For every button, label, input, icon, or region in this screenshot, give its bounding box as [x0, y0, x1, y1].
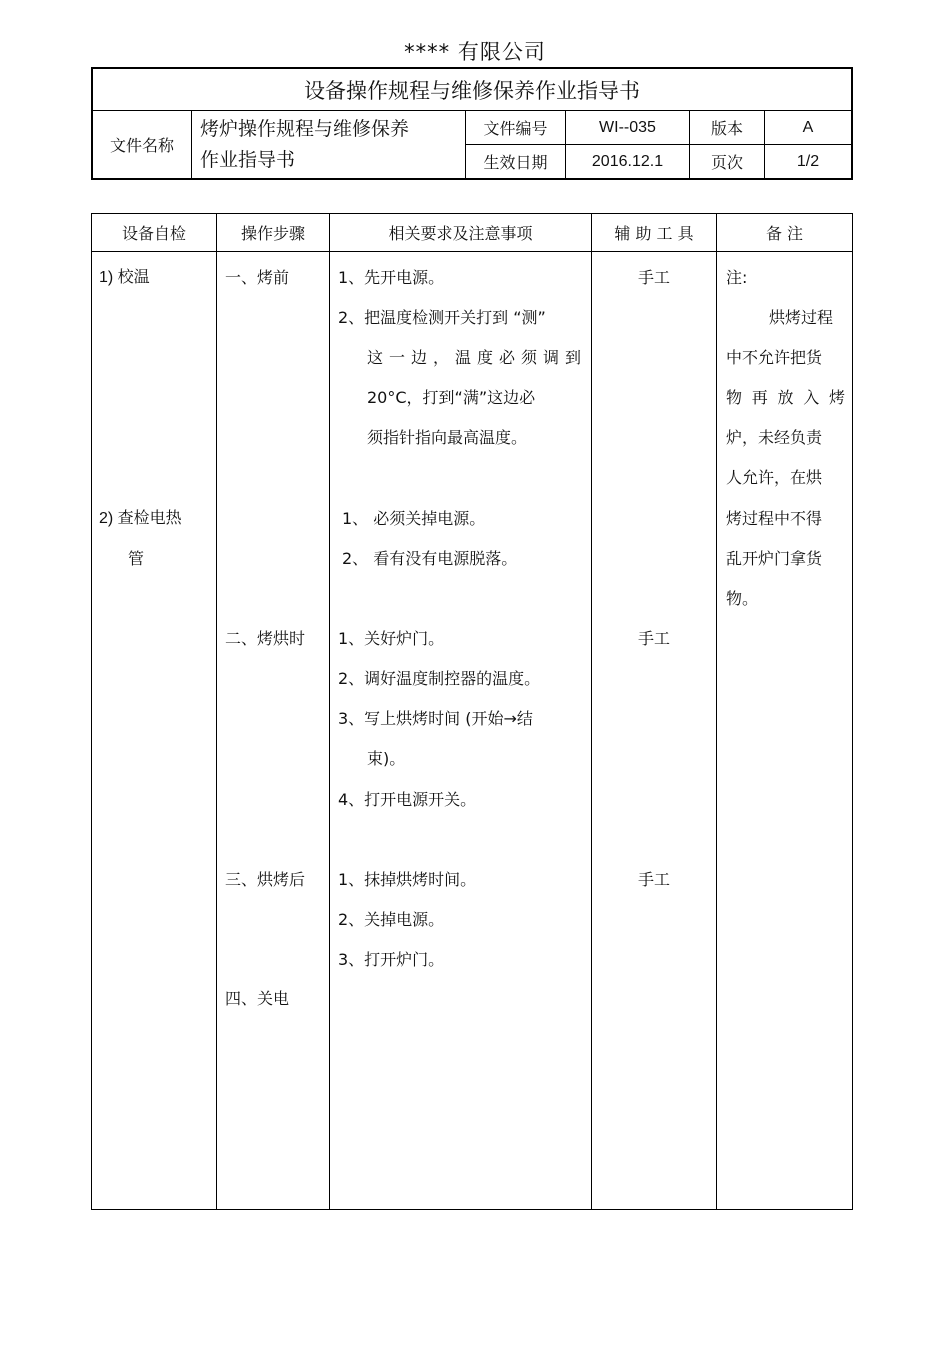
col-header-remarks: 备 注: [717, 214, 853, 252]
steps-cell: [217, 252, 330, 1210]
page-label: 页次: [690, 145, 765, 180]
effective-date-value: 2016.12.1: [566, 145, 690, 180]
step-during-baking: 二、烤烘时: [225, 629, 306, 648]
step-before-baking: 一、烤前: [225, 268, 290, 287]
remarks-line-2: 中不允许把货: [726, 348, 823, 367]
remarks-line-3: 物再放入烤: [726, 388, 845, 407]
req-3-3-cont: 束)。: [367, 749, 406, 768]
remarks-label: 注:: [726, 268, 748, 287]
remarks-line-4: 炉，未经负责: [726, 428, 823, 447]
tool-2: 手工: [637, 629, 670, 648]
req-3-4: 4、打开电源开关。: [338, 790, 477, 809]
req-1-1: 1、先开电源。: [338, 268, 445, 287]
page-value: 1/2: [765, 145, 853, 180]
remarks-line-5: 人允许，在烘: [726, 468, 823, 487]
req-1-2-cont2: 20°C，打到“满”这边必: [367, 388, 536, 407]
step-after-baking: 三、烘烤后: [225, 870, 306, 889]
requirements-cell: [330, 252, 592, 1210]
document-title: 设备操作规程与维修保养作业指导书: [92, 68, 852, 111]
tool-3: 手工: [637, 870, 670, 889]
version-label: 版本: [690, 111, 765, 145]
doc-name-label: 文件名称: [92, 111, 192, 180]
col-header-self-check: 设备自检: [92, 214, 217, 252]
req-4-2: 2、关掉电源。: [338, 910, 445, 929]
version-value: A: [765, 111, 853, 145]
req-1-2: 2、把温度检测开关打到 “测”: [338, 308, 546, 327]
col-header-requirements: 相关要求及注意事项: [330, 214, 592, 252]
tool-1: 手工: [637, 268, 670, 287]
document-header-table: [91, 67, 853, 180]
doc-name-value: [192, 111, 466, 180]
req-3-2: 2、调好温度制控器的温度。: [338, 669, 541, 688]
self-check-cell: [92, 252, 217, 1210]
remarks-line-8: 物。: [726, 589, 759, 608]
req-2-1: 1、 必须关掉电源。: [342, 509, 486, 528]
company-name: **** 有限公司: [404, 40, 546, 64]
remarks-cell: [717, 252, 853, 1210]
req-3-3: 3、写上烘烤时间 (开始→结: [338, 709, 533, 728]
req-2-2: 2、 看有没有电源脱落。: [342, 549, 518, 568]
col-header-steps: 操作步骤: [217, 214, 330, 252]
self-check-item-1: 1) 校温: [99, 269, 150, 286]
self-check-item-2: 2) 查检电热: [99, 510, 182, 527]
req-3-1: 1、关好炉门。: [338, 629, 445, 648]
self-check-item-2-cont: 管: [128, 549, 145, 568]
procedure-table: [91, 213, 853, 1210]
doc-no-value: WI--035: [566, 111, 690, 145]
doc-name-line2: 作业指导书: [200, 148, 296, 171]
doc-no-label: 文件编号: [466, 111, 566, 145]
remarks-line-1: 烘烤过程: [769, 308, 834, 327]
doc-name-line1: 烤炉操作规程与维修保养: [200, 117, 410, 140]
effective-date-label: 生效日期: [466, 145, 566, 180]
col-header-tools: 辅 助 工 具: [592, 214, 717, 252]
req-1-2-cont3: 须指针指向最高温度。: [367, 428, 528, 447]
remarks-line-7: 乱开炉门拿货: [726, 549, 823, 568]
req-1-2-cont1: 这一边，温度必须调到: [367, 348, 581, 367]
req-4-1: 1、抹掉烘烤时间。: [338, 870, 477, 889]
remarks-line-6: 烤过程中不得: [726, 509, 823, 528]
req-4-3: 3、打开炉门。: [338, 950, 445, 969]
tools-cell: [592, 252, 717, 1210]
step-power-off: 四、关电: [225, 989, 290, 1008]
